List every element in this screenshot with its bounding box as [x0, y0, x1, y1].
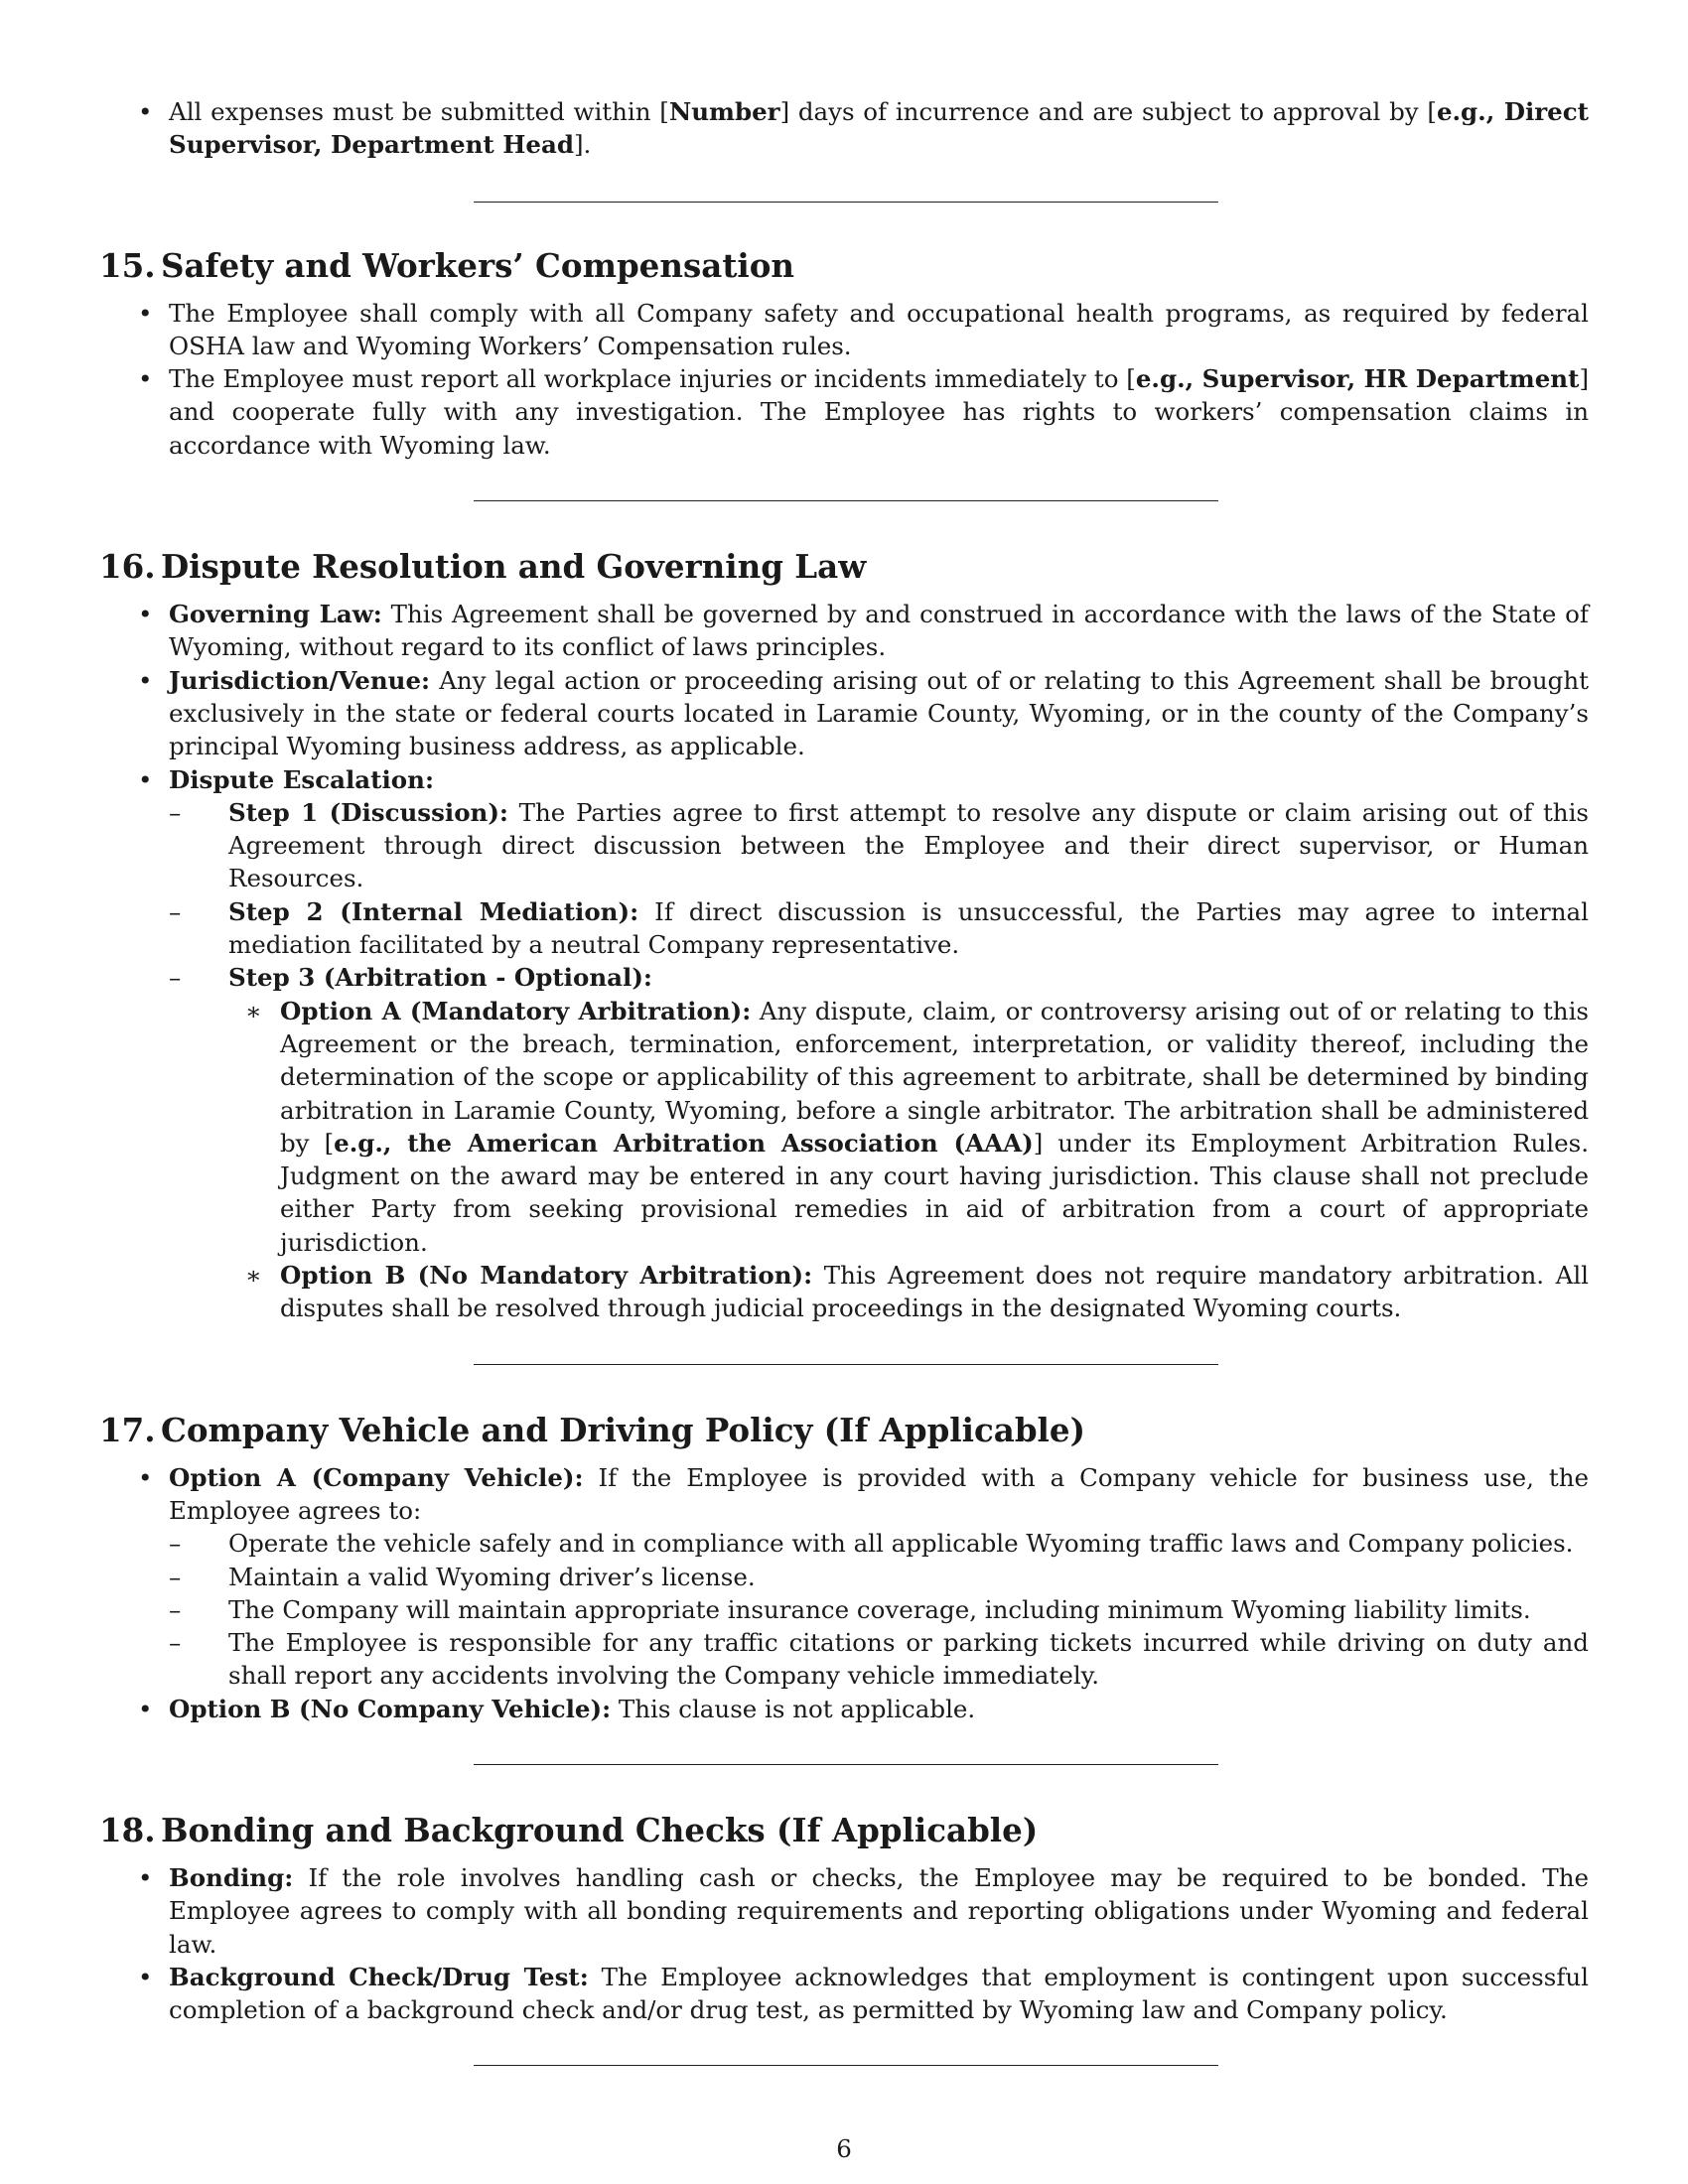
- obligation-text: Operate the vehicle safely and in compliance with all applicable Wyoming traffic laws and Company policies.: [228, 1529, 1574, 1559]
- obligation-text: Maintain a valid Wyoming driver’s license.: [228, 1562, 756, 1591]
- step-3-label: Step 3 (Arbitration - Optional):: [228, 963, 652, 993]
- list-item: [169, 1561, 1589, 1593]
- obligation-text: The Employee is responsible for any traffic citations or parking tickets incurred while driving on duty and shall report any accidents involving the Company vehicle immediately.: [228, 1628, 1589, 1691]
- bullet-marker: •: [138, 665, 153, 695]
- list-item: [99, 1861, 1589, 1961]
- section-number: 16.: [99, 547, 156, 587]
- jurisdiction-text: Any legal action or proceeding arising out of or relating to this Agreement shall be brought exclusively in the state or federal courts located in Laramie County, Wyoming, or in the county of the Company’s principal Wyoming business address, as applicable.: [169, 665, 1589, 761]
- section-divider: [474, 202, 1218, 203]
- placeholder-number: Number: [668, 97, 780, 126]
- bonding-text: If the role involves handling cash or checks, the Employee may be required to be bonded. The Employee agrees to comply with all bonding requirements and reporting obligations under Wyoming and federal law.: [169, 1862, 1589, 1959]
- vehicle-option-a-text: If the Employee is provided with a Company vehicle for business use, the Employee agrees to:: [169, 1462, 1589, 1525]
- section-17-list: [99, 1461, 1589, 1725]
- section-heading-16: [99, 547, 1589, 587]
- option-a-text: ] under its Employment Arbitration Rules. Judgment on the award may be entered in any court having jurisdiction. This clause shall not preclude either Party from seeking provisional remedies in aid of arbitration from a court of appropriate jurisdiction.: [280, 1128, 1589, 1257]
- governing-law-text: This Agreement shall be governed by and construed in accordance with the laws of the State of Wyoming, without regard to its conflict of laws principles.: [169, 600, 1589, 662]
- injury-text: ] and cooperate fully with any investigation. The Employee has rights to workers’ compensation claims in accordance with Wyoming law.: [169, 364, 1589, 460]
- bullet-marker: •: [138, 298, 153, 328]
- list-item: [169, 1527, 1589, 1560]
- safety-text: The Employee shall comply with all Company safety and occupational health programs, as required by federal OSHA law and Wyoming Workers’ Compensation rules.: [169, 298, 1589, 360]
- list-item: [99, 1961, 1589, 2027]
- bullet-marker: •: [138, 1862, 153, 1892]
- bullet-marker: •: [138, 364, 153, 394]
- list-item: [169, 961, 1589, 1324]
- vehicle-obligations: [169, 1527, 1589, 1692]
- vehicle-option-a-label: Option A (Company Vehicle):: [169, 1462, 584, 1492]
- list-item: [99, 763, 1589, 1325]
- dash-marker: –: [169, 1529, 182, 1559]
- expenses-text: All expenses must be submitted within [: [169, 97, 669, 126]
- option-a-label: Option A (Mandatory Arbitration):: [280, 996, 752, 1025]
- escalation-steps: [169, 796, 1589, 1325]
- expenses-list: [99, 95, 1589, 162]
- section-heading-17: [99, 1411, 1589, 1450]
- list-item: [228, 1259, 1589, 1325]
- list-item: [99, 1461, 1589, 1693]
- obligation-text: The Company will maintain appropriate insurance coverage, including minimum Wyoming liability limits.: [228, 1594, 1531, 1624]
- bullet-marker: •: [138, 97, 153, 126]
- section-16-list: [99, 598, 1589, 1325]
- placeholder-arbitrator: e.g., the American Arbitration Association (AAA): [334, 1128, 1034, 1158]
- list-item: [99, 1693, 1589, 1725]
- bonding-label: Bonding:: [169, 1862, 294, 1892]
- step-2-label: Step 2 (Internal Mediation):: [228, 896, 639, 926]
- injury-text: The Employee must report all workplace injuries or incidents immediately to [: [169, 364, 1136, 394]
- section-number: 17.: [99, 1410, 156, 1449]
- governing-law-label: Governing Law:: [169, 600, 382, 629]
- section-number: 15.: [99, 245, 156, 285]
- jurisdiction-label: Jurisdiction/Venue:: [169, 665, 431, 695]
- bullet-marker: •: [138, 764, 153, 794]
- step-2-text: If direct discussion is unsuccessful, the Parties may agree to internal mediation facilitated by a neutral Company representative.: [228, 896, 1589, 960]
- placeholder-contact: e.g., Supervisor, HR Department: [1135, 364, 1580, 394]
- section-heading-15: [99, 246, 1589, 286]
- list-item: [99, 95, 1589, 162]
- bullet-marker: •: [138, 1962, 153, 1991]
- star-marker: ∗: [245, 996, 262, 1025]
- section-number: 18.: [99, 1810, 156, 1849]
- step-1-label: Step 1 (Discussion):: [228, 797, 508, 827]
- list-item: [169, 796, 1589, 895]
- expenses-text: ] days of incurrence and are subject to approval by [: [779, 97, 1437, 126]
- dash-marker: –: [169, 963, 182, 993]
- expenses-text: ].: [573, 130, 592, 160]
- list-item: [228, 995, 1589, 1259]
- option-b-label: Option B (No Mandatory Arbitration):: [280, 1261, 813, 1291]
- list-item: [169, 1626, 1589, 1693]
- list-item: [169, 895, 1589, 962]
- dash-marker: –: [169, 797, 182, 827]
- option-a-text: Any dispute, claim, or controversy arising out of or relating to this Agreement or the breach, termination, enforcement, interpretation, or validity thereof, including the determination of the scope or applicability of this agreement to arbitrate, shall be determined by binding arbitration in Laramie County, Wyoming, before a single arbitrator. The arbitration shall be administered by [: [280, 996, 1589, 1158]
- section-title: Bonding and Background Checks (If Applicable): [161, 1810, 1039, 1849]
- bullet-marker: •: [138, 1462, 153, 1492]
- dash-marker: –: [169, 1628, 182, 1658]
- section-title: Company Vehicle and Driving Policy (If Applicable): [161, 1410, 1085, 1449]
- list-item: [99, 664, 1589, 763]
- vehicle-option-b-text: This clause is not applicable.: [611, 1694, 976, 1723]
- step-1-text: The Parties agree to first attempt to resolve any dispute or claim arising out of this Agreement through direct discussion between the Employee and their direct supervisor, or Human Resources.: [228, 797, 1589, 893]
- section-title: Dispute Resolution and Governing Law: [161, 547, 867, 587]
- section-divider: [474, 1364, 1218, 1365]
- section-divider: [474, 2065, 1218, 2066]
- arbitration-options: [228, 995, 1589, 1325]
- document-page: [99, 95, 1589, 2112]
- section-divider: [474, 500, 1218, 501]
- background-check-text: The Employee acknowledges that employment is contingent upon successful completion of a background check and/or drug test, as permitted by Wyoming law and Company policy.: [169, 1962, 1590, 2025]
- background-check-label: Background Check/Drug Test:: [169, 1962, 589, 1991]
- bullet-marker: •: [138, 1694, 153, 1723]
- bullet-marker: •: [138, 600, 153, 629]
- dash-marker: –: [169, 1562, 182, 1591]
- list-item: [99, 598, 1589, 664]
- list-item: [99, 297, 1589, 363]
- section-15-list: [99, 297, 1589, 462]
- star-marker: ∗: [245, 1261, 262, 1291]
- vehicle-option-b-label: Option B (No Company Vehicle):: [169, 1694, 612, 1723]
- option-b-text: This Agreement does not require mandatory arbitration. All disputes shall be resolved through judicial proceedings in the designated Wyoming courts.: [280, 1261, 1590, 1323]
- page-number: 6: [836, 2134, 852, 2163]
- list-item: [99, 362, 1589, 462]
- dash-marker: –: [169, 1594, 182, 1624]
- section-heading-18: [99, 1811, 1589, 1850]
- section-18-list: [99, 1861, 1589, 2026]
- dash-marker: –: [169, 896, 182, 926]
- section-title: Safety and Workers’ Compensation: [161, 245, 795, 285]
- section-divider: [474, 1764, 1218, 1765]
- escalation-label: Dispute Escalation:: [169, 764, 434, 794]
- list-item: [169, 1593, 1589, 1626]
- placeholder-approver: e.g., Direct Supervisor, Department Head: [169, 97, 1589, 160]
